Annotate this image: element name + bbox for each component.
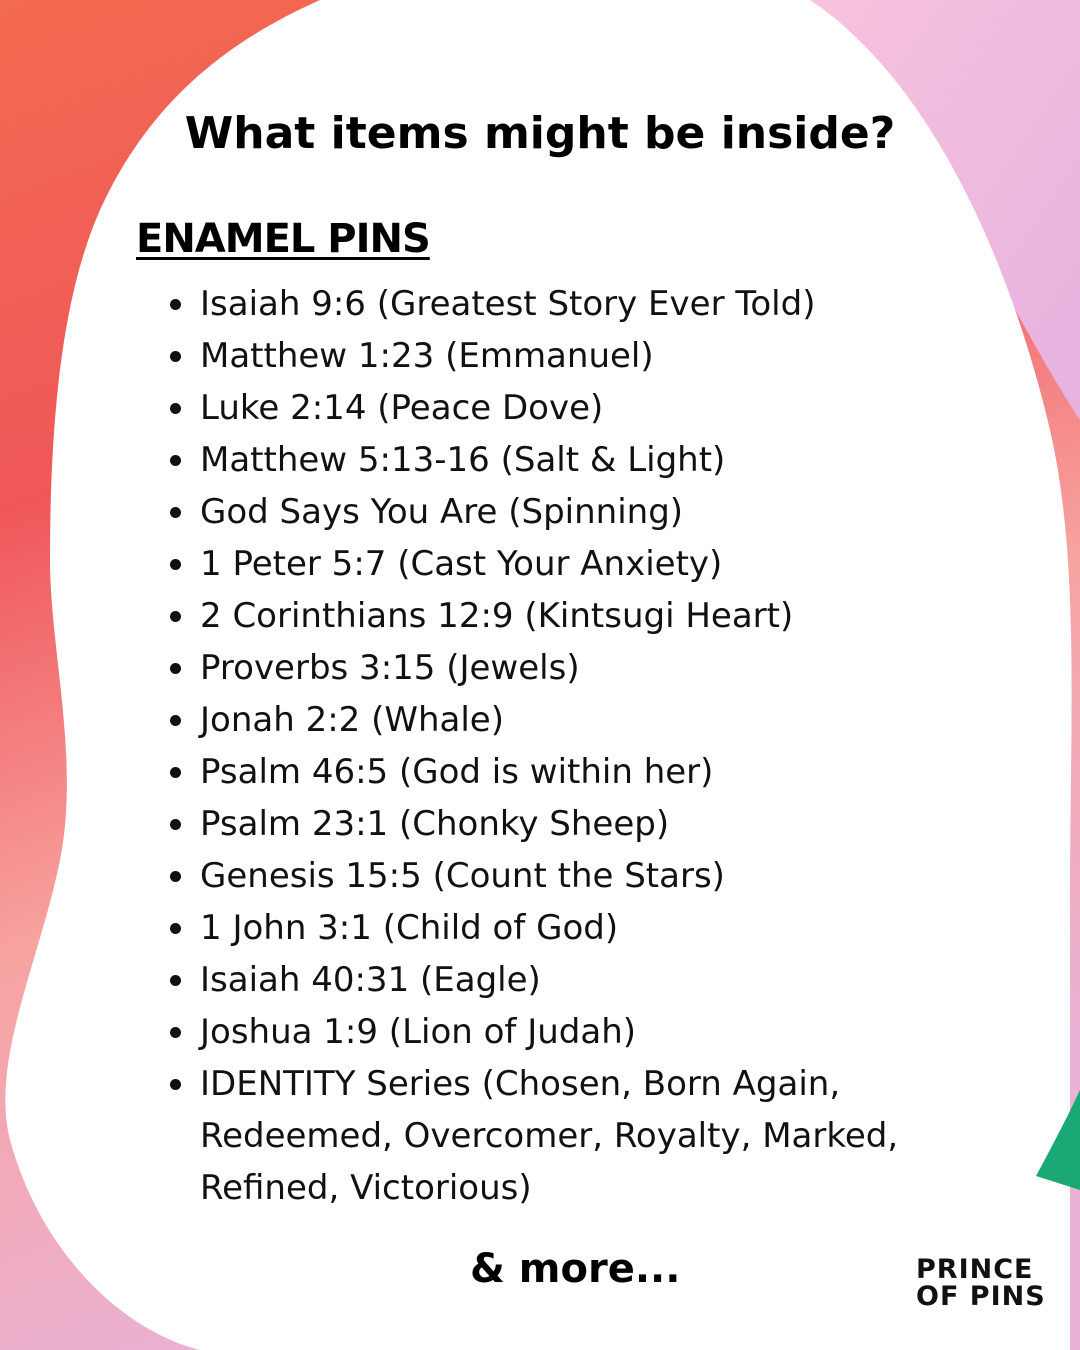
pin-list [200, 278, 940, 1214]
list-item [200, 642, 940, 694]
bullet-icon [170, 403, 181, 414]
list-item [200, 954, 940, 1006]
list-item [200, 850, 940, 902]
list-item [200, 278, 940, 330]
list-item [200, 486, 940, 538]
list-item [200, 382, 940, 434]
more-text: & more... [470, 1246, 681, 1292]
logo-line-1: PRINCE [916, 1254, 1034, 1285]
bullet-icon [170, 1079, 181, 1090]
list-item [200, 1058, 940, 1214]
bullet-icon [170, 819, 181, 830]
list-item [200, 330, 940, 382]
list-item [200, 746, 940, 798]
page-title: What items might be inside? [184, 108, 896, 159]
list-item-label: God Says You Are (Spinning) [200, 492, 684, 532]
bullet-icon [170, 767, 181, 778]
list-item [200, 434, 940, 486]
bullet-icon [170, 1027, 181, 1038]
bullet-icon [170, 507, 181, 518]
list-item-label: 1 Peter 5:7 (Cast Your Anxiety) [200, 544, 723, 584]
list-item [200, 590, 940, 642]
bullet-icon [170, 351, 181, 362]
list-item-label: Matthew 1:23 (Emmanuel) [200, 336, 654, 376]
list-item-label: Jonah 2:2 (Whale) [200, 700, 504, 740]
list-item [200, 798, 940, 850]
bullet-icon [170, 663, 181, 674]
list-item-label: IDENTITY Series (Chosen, Born Again, Redeemed, Overcomer, Royalty, Marked, Refined, Victorious) [200, 1064, 899, 1208]
list-item-label: Joshua 1:9 (Lion of Judah) [200, 1012, 637, 1052]
section-heading-enamel-pins: ENAMEL PINS [136, 216, 430, 262]
list-item-label: Matthew 5:13-16 (Salt & Light) [200, 440, 726, 480]
list-item [200, 1006, 940, 1058]
list-item-label: Isaiah 9:6 (Greatest Story Ever Told) [200, 284, 816, 324]
list-item [200, 538, 940, 590]
list-item-label: 1 John 3:1 (Child of God) [200, 908, 619, 948]
list-item [200, 694, 940, 746]
list-item-label: Proverbs 3:15 (Jewels) [200, 648, 580, 688]
bullet-icon [170, 299, 181, 310]
list-item-label: Genesis 15:5 (Count the Stars) [200, 856, 725, 896]
list-item-label: Isaiah 40:31 (Eagle) [200, 960, 541, 1000]
bullet-icon [170, 923, 181, 934]
list-item [200, 902, 940, 954]
brand-logo [916, 1256, 1046, 1310]
bullet-icon [170, 559, 181, 570]
bullet-icon [170, 715, 181, 726]
list-item-label: 2 Corinthians 12:9 (Kintsugi Heart) [200, 596, 794, 636]
bullet-icon [170, 611, 181, 622]
bullet-icon [170, 975, 181, 986]
list-item-label: Luke 2:14 (Peace Dove) [200, 388, 604, 428]
logo-line-2: OF PINS [916, 1281, 1046, 1312]
list-item-label: Psalm 23:1 (Chonky Sheep) [200, 804, 670, 844]
bullet-icon [170, 455, 181, 466]
bullet-icon [170, 871, 181, 882]
list-item-label: Psalm 46:5 (God is within her) [200, 752, 714, 792]
